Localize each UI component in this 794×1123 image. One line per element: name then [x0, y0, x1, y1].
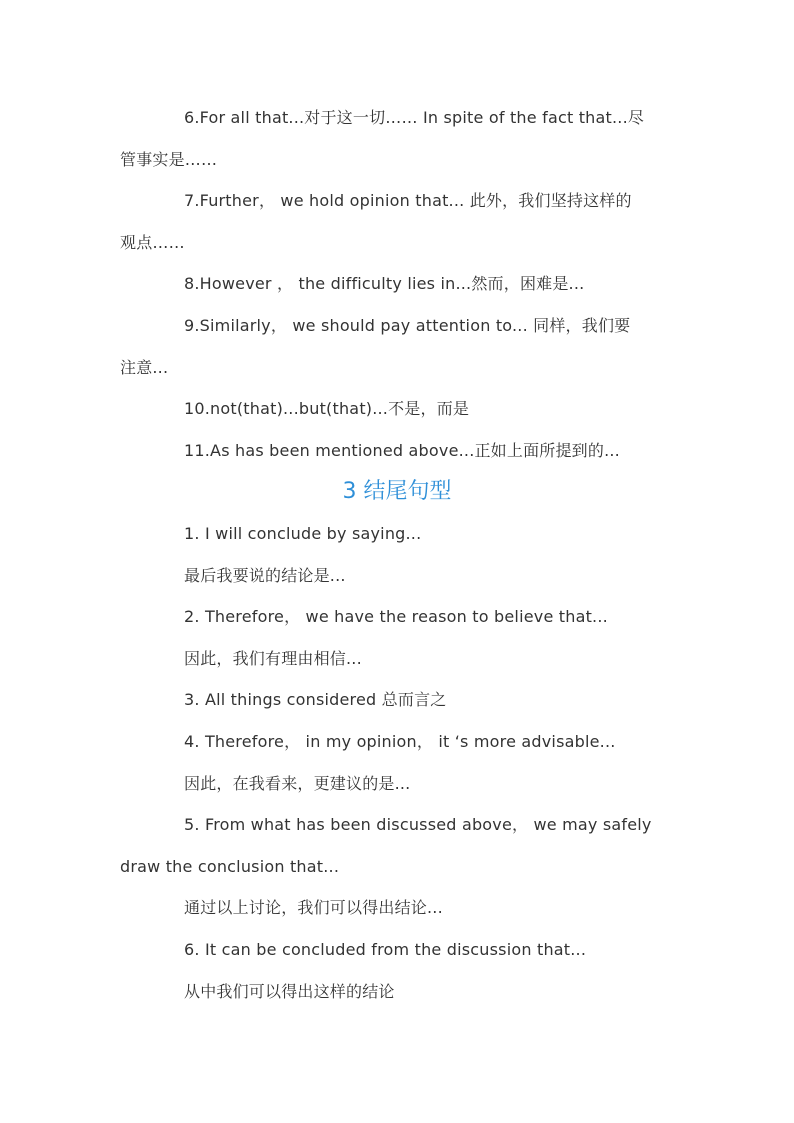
paragraph-line: 11.As has been mentioned above...正如上面所提到的...	[184, 441, 620, 460]
paragraph-line: 2. Therefore， we have the reason to believe that...	[184, 607, 608, 626]
paragraph-line: 因此，我们有理由相信...	[184, 649, 362, 668]
paragraph-line: 1. I will conclude by saying...	[184, 524, 422, 543]
paragraph-line: 6. It can be concluded from the discussion that...	[184, 940, 587, 959]
paragraph-line: 7.Further， we hold opinion that... 此外，我们坚持这样的	[184, 191, 632, 210]
paragraph-line: 从中我们可以得出这样的结论	[184, 982, 395, 1001]
paragraph-line: 注意...	[120, 358, 169, 377]
paragraph-line: 管事实是……	[120, 150, 218, 169]
paragraph-line: 通过以上讨论，我们可以得出结论...	[184, 898, 443, 917]
paragraph-line: draw the conclusion that...	[120, 857, 340, 876]
paragraph-line: 因此，在我看来，更建议的是...	[184, 774, 411, 793]
section-heading: 3 结尾句型	[342, 479, 452, 504]
paragraph-line: 6.For all that...对于这一切…… In spite of the fact that...尽	[184, 108, 645, 127]
paragraph-line: 最后我要说的结论是...	[184, 566, 346, 585]
paragraph-line: 9.Similarly， we should pay attention to... 同样，我们要	[184, 316, 631, 335]
paragraph-line: 8.However ， the difficulty lies in...然而，困难是...	[184, 274, 585, 293]
paragraph-line: 3. All things considered 总而言之	[184, 690, 447, 709]
paragraph-line: 10.not(that)...but(that)...不是，而是	[184, 399, 470, 418]
paragraph-line: 观点……	[120, 233, 185, 252]
paragraph-line: 5. From what has been discussed above， we may safely	[184, 815, 652, 834]
paragraph-line: 4. Therefore， in my opinion， it ‘s more advisable...	[184, 732, 616, 751]
